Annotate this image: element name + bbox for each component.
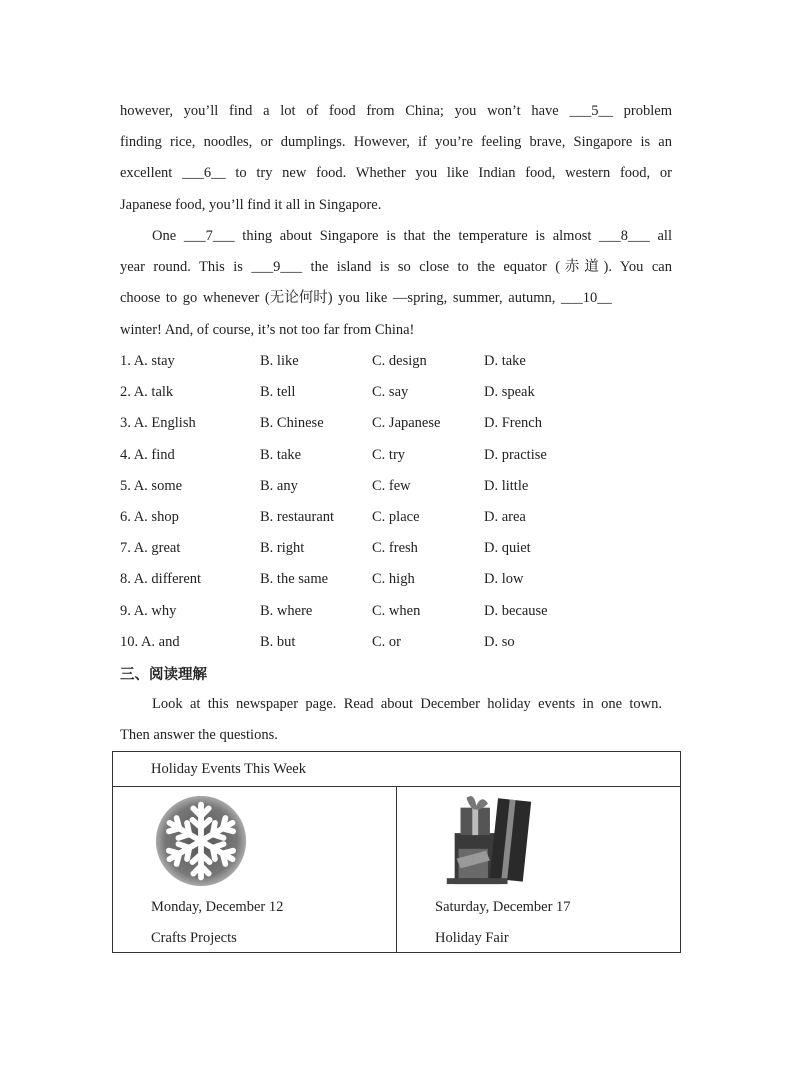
option-b: B. Chinese (260, 415, 324, 432)
snowflake-icon (153, 793, 249, 889)
section-heading: 三、阅读理解 (120, 667, 207, 683)
option-d: D. area (484, 508, 526, 525)
option-a: 4. A. find (120, 446, 175, 463)
event-name: Crafts Projects (151, 930, 237, 946)
passage-paragraph-2 (120, 221, 672, 346)
option-c: C. or (372, 633, 401, 650)
event-details (151, 892, 283, 954)
passage-line: choose to go whenever (无论何时) you like —spring, summer, autumn, ___10__ (120, 290, 612, 307)
passage-line: excellent ___6__ to try new food. Whether you like Indian food, western food, or (120, 165, 672, 182)
intro-line: Then answer the questions. (120, 727, 278, 744)
option-d: D. quiet (484, 540, 531, 557)
option-d: D. little (484, 477, 529, 494)
option-row (120, 533, 680, 564)
option-a: 1. A. stay (120, 353, 175, 369)
option-c: C. fresh (372, 540, 418, 557)
option-d: D. so (484, 633, 515, 650)
option-row (120, 564, 680, 595)
event-cell-2 (397, 787, 681, 953)
cloze-options (120, 346, 680, 658)
option-c: C. Japanese (372, 415, 441, 432)
events-table (112, 751, 681, 953)
event-date: Monday, December 12 (151, 899, 284, 915)
event-cell-1 (113, 787, 397, 953)
option-row (120, 408, 680, 439)
option-c: C. try (372, 446, 406, 463)
option-row (120, 627, 680, 658)
option-a: 2. A. talk (120, 384, 174, 401)
option-row (120, 596, 680, 627)
gift-boxes-icon (437, 789, 535, 889)
option-d: D. take (484, 353, 526, 369)
option-a: 7. A. great (120, 540, 181, 557)
option-b: B. the same (260, 571, 329, 588)
option-c: C. say (372, 384, 409, 401)
passage-line: year round. This is ___9___ the island is so close to the equator (赤道). You can (120, 259, 672, 276)
option-row (120, 440, 680, 471)
option-b: B. where (260, 602, 313, 619)
option-d: D. because (484, 602, 548, 619)
option-a: 3. A. English (120, 415, 196, 432)
passage-line: One ___7___ thing about Singapore is that the temperature is almost ___8___ all (152, 228, 672, 244)
option-a: 8. A. different (120, 571, 202, 588)
option-b: B. any (260, 477, 298, 494)
option-c: C. design (372, 353, 427, 369)
passage-line: winter! And, of course, it’s not too far from China! (120, 321, 415, 338)
option-row (120, 471, 680, 502)
option-d: D. French (484, 415, 542, 432)
option-b: B. like (260, 353, 299, 369)
option-row (120, 377, 680, 408)
option-b: B. take (260, 446, 302, 463)
option-d: D. low (484, 571, 524, 588)
intro-line: Look at this newspaper page. Read about December holiday events in one town. (152, 696, 662, 712)
option-b: B. tell (260, 384, 296, 401)
events-table-header: Holiday Events This Week (113, 752, 681, 787)
option-a: 9. A. why (120, 602, 177, 619)
option-c: C. place (372, 508, 420, 525)
option-a: 10. A. and (120, 633, 180, 650)
option-row (120, 346, 680, 377)
passage-line: Japanese food, you’ll find it all in Singapore. (120, 196, 382, 213)
option-d: D. practise (484, 446, 547, 463)
option-c: C. high (372, 571, 415, 588)
option-c: C. few (372, 477, 411, 494)
event-date: Saturday, December 17 (435, 899, 571, 915)
option-b: B. but (260, 633, 296, 650)
option-a: 6. A. shop (120, 508, 179, 525)
option-b: B. right (260, 540, 305, 557)
passage-paragraph-1 (120, 96, 672, 221)
option-b: B. restaurant (260, 508, 335, 525)
option-row (120, 502, 680, 533)
event-details (435, 892, 571, 954)
option-c: C. when (372, 602, 421, 619)
event-name: Holiday Fair (435, 930, 509, 946)
passage-line: however, you’ll find a lot of food from China; you won’t have ___5__ problem (120, 103, 672, 119)
option-d: D. speak (484, 384, 535, 401)
passage-line: finding rice, noodles, or dumplings. However, if you’re feeling brave, Singapore is an (120, 134, 672, 151)
option-a: 5. A. some (120, 477, 183, 494)
reading-intro (120, 689, 662, 751)
